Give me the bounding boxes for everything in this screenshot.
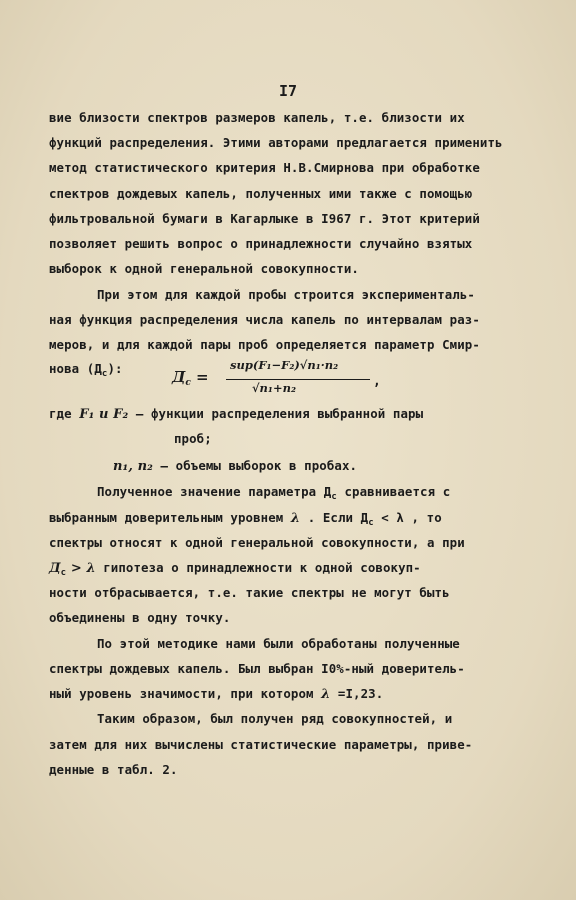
para3-l2a: выбранным доверительным уровнем — [49, 510, 291, 525]
where-symbols: F₁ и F₂ — [79, 407, 129, 422]
lambda-symbol: λ — [290, 511, 301, 526]
smirnov-sub: с — [101, 369, 108, 379]
smirnov-line — [49, 361, 123, 382]
formula-lhs-symbol: Д — [172, 368, 186, 386]
text-line-5: фильтровальной бумаги в Кагарлыке в I967 г. Этот критерий — [49, 211, 480, 226]
para4-l3b: =I,23. — [330, 686, 384, 701]
where-prefix: где — [49, 406, 72, 421]
para3-line-5: ности отбрасывается, т.е. такие спектры не могут быть — [49, 585, 450, 600]
para3-l1a: Полученное значение параметра Д — [97, 484, 332, 499]
sizes-symbols: n₁, n₂ — [113, 459, 153, 474]
formula-eq: = — [190, 368, 209, 386]
para3-l4-symbol: Д — [49, 561, 61, 576]
para3-l1b: сравнивается с — [336, 484, 451, 499]
para3-line-4 — [49, 560, 421, 581]
para3-l2b: . Если Д — [300, 510, 369, 525]
formula-denominator: √n₁+n₂ — [252, 381, 296, 395]
para3-line-1 — [97, 484, 450, 505]
text-line-1: вие близости спектров размеров капель, т.е. близости их — [49, 110, 465, 125]
para5-line-3: денные в табл. 2. — [49, 762, 178, 777]
para4-lambda: λ — [321, 687, 331, 702]
where-line-2: проб; — [174, 431, 212, 446]
where-line — [49, 406, 423, 423]
sizes-text: – объемы выборок в пробах. — [160, 458, 358, 473]
para3-line-3: спектры относят к одной генеральной совокупности, а при — [49, 535, 465, 550]
sizes-line — [113, 458, 357, 475]
para3-l2c: < λ , то — [373, 510, 442, 525]
formula-lhs — [172, 368, 209, 388]
smirnov-tail: ): — [107, 361, 123, 376]
para4-line-2: спектры дождевых капель. Был выбран I0%-ный доверитель- — [49, 661, 465, 676]
where-text: – функции распределения выбранной пары — [135, 406, 424, 421]
para3-line-6: объединены в одну точку. — [49, 610, 231, 625]
para5-line-2: затем для них вычислены статистические параметры, приве- — [49, 737, 473, 752]
text-line-2: функций распределения. Этими авторами предлагается применить — [49, 135, 503, 150]
para3-l2-sub: с — [368, 518, 374, 528]
para4-line-1: По этой методике нами были обработаны полученные — [97, 636, 460, 651]
text-line-8: При этом для каждой пробы строится эксперименталь- — [97, 287, 475, 302]
formula-comma: , — [373, 374, 381, 389]
text-line-9: ная функция распределения числа капель по интервалам раз- — [49, 312, 480, 327]
formula-numerator: sup(F₁−F₂)√n₁·n₂ — [230, 358, 339, 372]
para3-l1-sub: с — [331, 492, 337, 502]
text-line-6: позволяет решить вопрос о принадлежности случайно взятых — [49, 236, 473, 251]
para5-line-1: Таким образом, был получен ряд совокупностей, и — [97, 711, 453, 726]
para3-l4-gt: > λ — [66, 561, 96, 576]
fraction-bar — [226, 379, 370, 380]
smirnov-formula — [168, 356, 388, 396]
para4-l3a: ный уровень значимости, при котором — [49, 686, 322, 701]
text-line-3: метод статистического критерия Н.В.Смирнова при обработке — [49, 160, 480, 175]
smirnov-text: нова (Д — [49, 361, 102, 376]
para3-l4-text: гипотеза о принадлежности к одной совокуп- — [95, 560, 421, 575]
text-line-10: меров, и для каждой пары проб определяется параметр Смир- — [49, 337, 480, 352]
formula-lhs-sub: с — [185, 378, 191, 388]
para4-line-3 — [49, 686, 383, 703]
text-line-4: спектров дождевых капель, полученных ими также с помощью — [49, 186, 473, 201]
page-number: I7 — [278, 82, 298, 100]
text-line-7: выборок к одной генеральной совокупности. — [49, 261, 359, 276]
para3-l4-sub: с — [60, 568, 67, 578]
para3-line-2 — [49, 510, 442, 531]
